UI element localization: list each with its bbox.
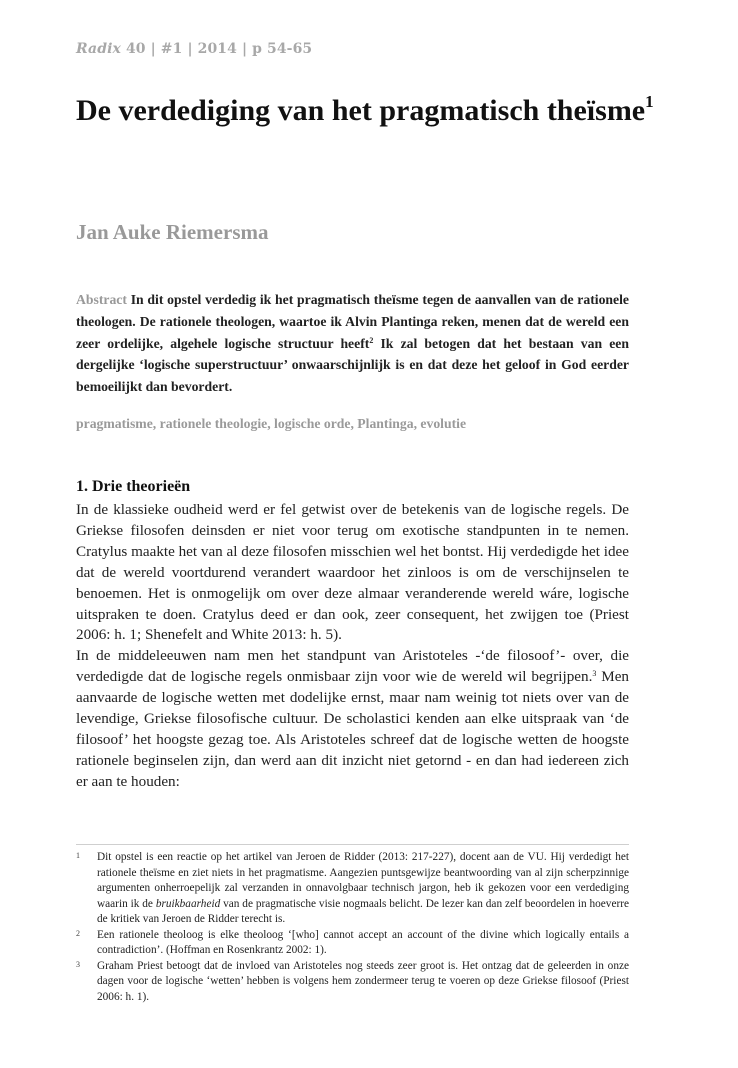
footnote-text: Een rationele theoloog is elke theoloog ‘[who] cannot accept an account of the divine which logically entails a contradiction’. (Hoffman en Rosenkrantz 2002: 1). [97,928,629,956]
title-footnote-ref[interactable]: 1 [645,92,654,111]
abstract-footnote-ref[interactable]: 2 [369,335,374,345]
body-text [76,500,629,793]
running-head [76,41,312,57]
footnote-emphasis: bruikbaarheid [155,897,221,910]
abstract-label: Abstract [76,292,127,307]
footnote-number: 2 [76,928,80,938]
abstract [76,289,629,398]
footnote-text: Dit opstel is een reactie op het artikel van Jeroen de Ridder (2013: 217-227), docent aan de VU. Hij verdedigt het rationele theïsme en ziet niets in het pragmatisme. Aangezien puntsgewijze beantwoording van al zijn scherpzinnige argumenten onherroepelijk zal verzanden in onnavolgbaar technisch jargon, heb ik gekozen voor een verdediging waarin ik de [97,851,629,910]
footnote-text-end: van de pragmatische visie nogmaals belicht. De lezer kan dan zelf beoordelen in hoeverre de kritiek van Jeroen de Ridder terecht is. [97,897,629,925]
footnote-2 [76,928,629,959]
footnotes [76,850,629,1005]
paragraph-1: In de klassieke oudheid werd er fel getwist over de betekenis van de logische regels. De Griekse filosofen deinsden er niet voor terug om exotische standpunten in te nemen. Cratylus maakte het van al deze filosofen misschien wel het bontst. Hij verdedigde het idee dat de wereld voortdurend verandert waardoor het zinloos is om de verschijnselen te benoemen. Het is onmogelijk om over deze almaar veranderende wereld wáre, logische uitspraken te doen. Cratylus deed er dan ook, zeer consequent, het zwijgen toe (Priest 2006: h. 1; Shenefelt and White 2013: h. 5). [76,501,629,644]
abstract-text-2: Ik zal betogen dat het bestaan van een dergelijke ‘logische superstructuur’ onwaarschijnlijk is en dat deze het geloof in God eerder bemoeilijkt dan bevordert. [76,335,629,395]
footnote-divider [76,844,629,845]
keywords: pragmatisme, rationele theologie, logische orde, Plantinga, evolutie [76,416,467,431]
article-title [76,92,676,129]
abstract-text-1: In dit opstel verdedig ik het pragmatisch theïsme tegen de aanvallen van de rationele theologen. De rationele theologen, waartoe ik Alvin Plantinga reken, menen dat de wereld een zeer ordelijke, algehele logische structuur heeft [76,292,630,351]
author-name: Jan Auke Riemersma [76,220,269,244]
paragraph-2 [76,646,629,792]
journal-name: Radix [76,41,121,57]
article-title-text: De verdediging van het pragmatisch theïsme [76,94,646,127]
footnote-text: Graham Priest betoogt dat de invloed van Aristoteles nog steeds zeer groot is. Het ontzag dat de geleerden in onze dagen voor de logische ‘wetten’ hebben is volgens hem zondermeer terug te voeren op deze Griekse filosoof (Priest 2006: h. 1). [97,959,629,1003]
paragraph-2-text-b: Men aanvaarde de logische wetten met dodelijke ernst, maar nam weinig tot niets over van de levendige, Griekse filosofische cultuur. De scholastici kenden aan elke uitspraak van ‘de filosoof’ het hoogste gezag toe. Als Aristoteles schreef dat de logische wetten de hoogste rationele beginselen zijn, dan werd aan dit inzicht niet getornd - en dan had iedereen zich er aan te houden: [76,668,629,790]
footnote-number: 1 [76,851,80,860]
issue-details: 40 | #1 | 2014 | p 54-65 [125,41,313,57]
footnote-3 [76,959,629,1006]
section-heading: 1. Drie theorieën [76,478,191,495]
footnote-1 [76,850,629,928]
paragraph-2-text-a: In de middeleeuwen nam men het standpunt van Aristoteles -‘de filosoof’- over, die verdedigde dat de logische regels onmisbaar zijn voor wie de wereld wil begrijpen. [76,647,629,686]
footnote-number: 3 [76,959,80,969]
paragraph-2-footnote-ref[interactable]: 3 [592,669,597,679]
